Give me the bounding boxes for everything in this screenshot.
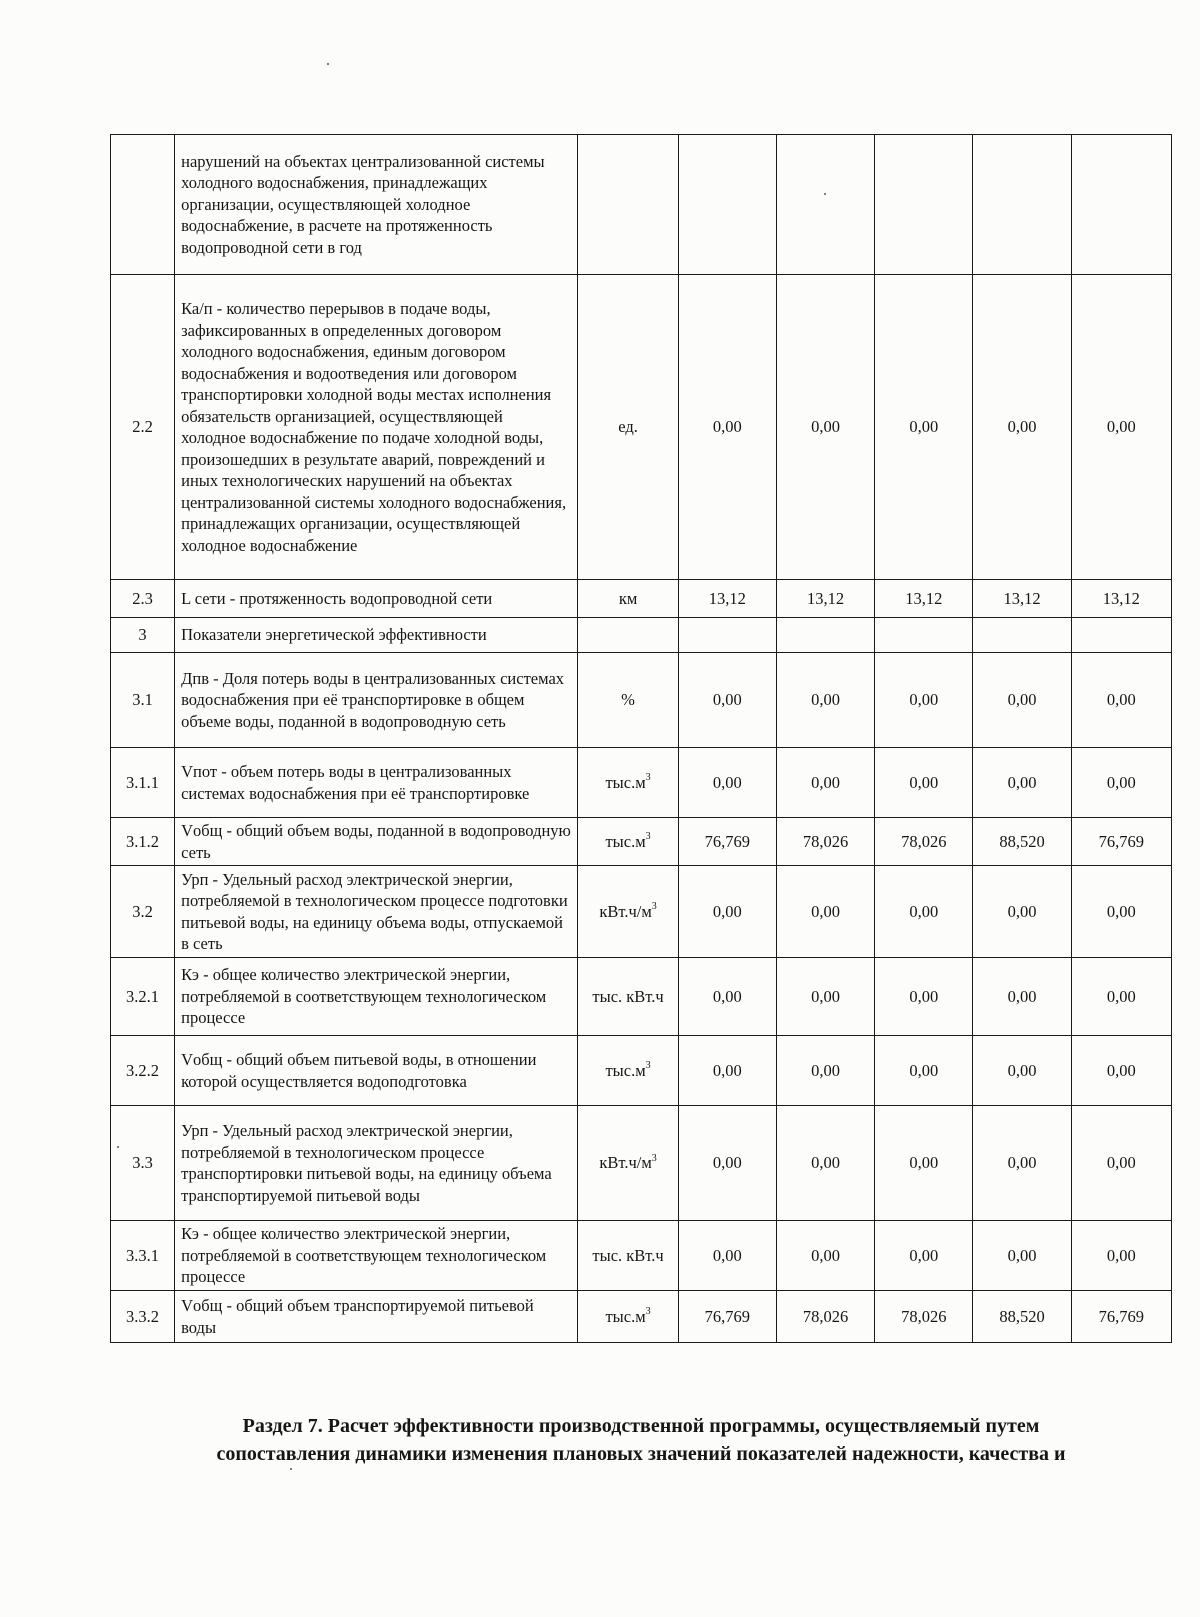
unit-label: тыс.м bbox=[605, 772, 646, 792]
table-row bbox=[111, 580, 1172, 618]
row-number: 3.1.2 bbox=[111, 818, 175, 866]
section-heading-line-2: сопоставления динамики изменения плановых значений показателей надежности, качества и bbox=[216, 1443, 1066, 1465]
value-cell: 0,00 bbox=[1071, 1036, 1171, 1106]
value-cell: 0,00 bbox=[973, 275, 1071, 580]
table-body bbox=[111, 135, 1172, 1343]
indicator-description: Кэ - общее количество электрической энергии, потребляемой в соответствующем технологическом процессе bbox=[175, 958, 578, 1036]
value-cell: 76,769 bbox=[1071, 818, 1171, 866]
section-heading bbox=[110, 1412, 1172, 1468]
value-cell: 0,00 bbox=[1071, 958, 1171, 1036]
row-number: 3.1.1 bbox=[111, 748, 175, 818]
value-cell: 0,00 bbox=[973, 1221, 1071, 1291]
row-number: 2.2 bbox=[111, 275, 175, 580]
scan-speck bbox=[117, 1146, 119, 1148]
unit-exponent: 3 bbox=[645, 831, 651, 843]
value-cell: 0,00 bbox=[776, 958, 874, 1036]
scan-speck bbox=[327, 63, 329, 65]
row-number: 3.2 bbox=[111, 866, 175, 958]
table-row bbox=[111, 1291, 1172, 1343]
value-cell: 0,00 bbox=[875, 958, 973, 1036]
value-cell: 0,00 bbox=[973, 1036, 1071, 1106]
value-cell: 0,00 bbox=[875, 748, 973, 818]
indicator-description: Vобщ - общий объем питьевой воды, в отношении которой осуществляется водоподготовка bbox=[175, 1036, 578, 1106]
indicator-description: Vобщ - общий объем воды, поданной в водопроводную сеть bbox=[175, 818, 578, 866]
unit-label: кВт.ч/м bbox=[599, 901, 652, 921]
unit-label: км bbox=[618, 588, 638, 608]
section-heading-line-1: Раздел 7. Расчет эффективности производственной программы, осуществляемый путем bbox=[242, 1415, 1040, 1437]
indicator-description: Урп - Удельный расход электрической энергии, потребляемой в технологическом процессе транспортировки питьевой воды, на единицу объема транспортируемой питьевой воды bbox=[175, 1106, 578, 1221]
value-cell: 0,00 bbox=[875, 653, 973, 748]
value-cell: 0,00 bbox=[973, 958, 1071, 1036]
indicator-description: Показатели энергетической эффективности bbox=[175, 618, 578, 653]
value-cell bbox=[678, 135, 776, 275]
unit-label: ед. bbox=[618, 417, 638, 437]
row-number: 3.1 bbox=[111, 653, 175, 748]
unit-cell bbox=[578, 275, 678, 580]
value-cell bbox=[776, 618, 874, 653]
value-cell: 0,00 bbox=[678, 748, 776, 818]
indicator-description: Vпот - объем потерь воды в централизованных системах водоснабжения при её транспортировке bbox=[175, 748, 578, 818]
unit-exponent: 3 bbox=[651, 901, 657, 913]
value-cell: 0,00 bbox=[875, 1036, 973, 1106]
value-cell: 78,026 bbox=[776, 1291, 874, 1343]
unit-exponent: 3 bbox=[651, 1152, 657, 1164]
value-cell: 0,00 bbox=[678, 1221, 776, 1291]
value-cell: 13,12 bbox=[776, 580, 874, 618]
unit-label: % bbox=[621, 690, 635, 710]
value-cell: 13,12 bbox=[973, 580, 1071, 618]
value-cell: 0,00 bbox=[875, 866, 973, 958]
value-cell bbox=[1071, 618, 1171, 653]
table-row bbox=[111, 866, 1172, 958]
unit-cell bbox=[578, 1291, 678, 1343]
value-cell bbox=[1071, 135, 1171, 275]
table-row bbox=[111, 1036, 1172, 1106]
value-cell: 0,00 bbox=[1071, 748, 1171, 818]
indicator-description: Урп - Удельный расход электрической энергии, потребляемой в технологическом процессе подготовки питьевой воды, на единицу объема воды, отпускаемой в сеть bbox=[175, 866, 578, 958]
unit-exponent: 3 bbox=[645, 1060, 651, 1072]
value-cell: 0,00 bbox=[678, 275, 776, 580]
table-row bbox=[111, 1106, 1172, 1221]
unit-cell bbox=[578, 1106, 678, 1221]
value-cell: 0,00 bbox=[875, 1221, 973, 1291]
value-cell: 88,520 bbox=[973, 818, 1071, 866]
unit-label: тыс. кВт.ч bbox=[592, 1245, 664, 1265]
unit-cell bbox=[578, 818, 678, 866]
table-row bbox=[111, 653, 1172, 748]
row-number: 3.3.1 bbox=[111, 1221, 175, 1291]
value-cell: 13,12 bbox=[678, 580, 776, 618]
value-cell bbox=[875, 135, 973, 275]
unit-label: тыс.м bbox=[605, 831, 646, 851]
unit-cell bbox=[578, 958, 678, 1036]
value-cell: 0,00 bbox=[973, 866, 1071, 958]
row-number: 3.3 bbox=[111, 1106, 175, 1221]
value-cell: 0,00 bbox=[1071, 1221, 1171, 1291]
unit-cell bbox=[578, 866, 678, 958]
value-cell: 0,00 bbox=[875, 275, 973, 580]
value-cell: 0,00 bbox=[776, 748, 874, 818]
unit-label: тыс.м bbox=[605, 1060, 646, 1080]
unit-cell bbox=[578, 748, 678, 818]
value-cell: 88,520 bbox=[973, 1291, 1071, 1343]
table-row bbox=[111, 958, 1172, 1036]
table-row bbox=[111, 618, 1172, 653]
unit-label: тыс.м bbox=[605, 1306, 646, 1326]
value-cell: 13,12 bbox=[875, 580, 973, 618]
indicator-description: Vобщ - общий объем транспортируемой питьевой воды bbox=[175, 1291, 578, 1343]
indicator-description: Дпв - Доля потерь воды в централизованных системах водоснабжения при её транспортировке в общем объеме воды, поданной в водопроводную сеть bbox=[175, 653, 578, 748]
value-cell: 0,00 bbox=[973, 653, 1071, 748]
row-number: 2.3 bbox=[111, 580, 175, 618]
value-cell: 0,00 bbox=[678, 866, 776, 958]
unit-cell bbox=[578, 1036, 678, 1106]
indicators-table bbox=[110, 134, 1172, 1343]
value-cell: 0,00 bbox=[678, 958, 776, 1036]
value-cell: 0,00 bbox=[1071, 1106, 1171, 1221]
value-cell: 0,00 bbox=[678, 1036, 776, 1106]
unit-label: кВт.ч/м bbox=[599, 1153, 652, 1173]
value-cell: 0,00 bbox=[1071, 866, 1171, 958]
value-cell bbox=[973, 135, 1071, 275]
value-cell: 76,769 bbox=[1071, 1291, 1171, 1343]
table-row bbox=[111, 748, 1172, 818]
value-cell: 0,00 bbox=[776, 653, 874, 748]
value-cell: 0,00 bbox=[678, 653, 776, 748]
indicator-description: L сети - протяженность водопроводной сети bbox=[175, 580, 578, 618]
value-cell: 0,00 bbox=[776, 275, 874, 580]
value-cell: 76,769 bbox=[678, 818, 776, 866]
value-cell: 76,769 bbox=[678, 1291, 776, 1343]
value-cell bbox=[875, 618, 973, 653]
value-cell: 78,026 bbox=[875, 1291, 973, 1343]
row-number: 3.2.1 bbox=[111, 958, 175, 1036]
indicator-description: Кэ - общее количество электрической энергии, потребляемой в соответствующем технологическом процессе bbox=[175, 1221, 578, 1291]
value-cell: 0,00 bbox=[776, 1106, 874, 1221]
indicator-description: Ка/п - количество перерывов в подаче воды, зафиксированных в определенных договором холодного водоснабжения, единым договором водоснабжения и водоотведения или договором транспортировки холодной воды местах исполнения обязательств организацией, осуществляющей холодное водоснабжение по подаче холодной воды, произошедших в результате аварий, повреждений и иных технологических нарушений на объектах централизованной системы холодного водоснабжения, принадлежащих организации, осуществляющей холодное водоснабжение bbox=[175, 275, 578, 580]
value-cell: 0,00 bbox=[973, 748, 1071, 818]
table-row bbox=[111, 275, 1172, 580]
value-cell: 0,00 bbox=[776, 866, 874, 958]
value-cell bbox=[678, 618, 776, 653]
value-cell: 78,026 bbox=[875, 818, 973, 866]
table-row bbox=[111, 135, 1172, 275]
value-cell: 0,00 bbox=[1071, 653, 1171, 748]
value-cell: 78,026 bbox=[776, 818, 874, 866]
unit-cell bbox=[578, 618, 678, 653]
row-number: 3.2.2 bbox=[111, 1036, 175, 1106]
value-cell: 0,00 bbox=[678, 1106, 776, 1221]
unit-exponent: 3 bbox=[645, 772, 651, 784]
value-cell: 0,00 bbox=[875, 1106, 973, 1221]
value-cell: 0,00 bbox=[1071, 275, 1171, 580]
value-cell bbox=[973, 618, 1071, 653]
row-number: 3 bbox=[111, 618, 175, 653]
indicator-description: нарушений на объектах централизованной системы холодного водоснабжения, принадлежащих организации, осуществляющей холодное водоснабжение, в расчете на протяженность водопроводной сети в год bbox=[175, 135, 578, 275]
value-cell bbox=[776, 135, 874, 275]
value-cell: 0,00 bbox=[776, 1221, 874, 1291]
table-row bbox=[111, 818, 1172, 866]
unit-label: тыс. кВт.ч bbox=[592, 986, 664, 1006]
scan-speck bbox=[824, 193, 826, 195]
value-cell: 0,00 bbox=[973, 1106, 1071, 1221]
unit-cell bbox=[578, 1221, 678, 1291]
value-cell: 0,00 bbox=[776, 1036, 874, 1106]
unit-cell bbox=[578, 580, 678, 618]
scan-speck bbox=[290, 1468, 292, 1470]
unit-cell bbox=[578, 135, 678, 275]
table-row bbox=[111, 1221, 1172, 1291]
row-number bbox=[111, 135, 175, 275]
unit-cell bbox=[578, 653, 678, 748]
value-cell: 13,12 bbox=[1071, 580, 1171, 618]
unit-exponent: 3 bbox=[645, 1306, 651, 1318]
row-number: 3.3.2 bbox=[111, 1291, 175, 1343]
